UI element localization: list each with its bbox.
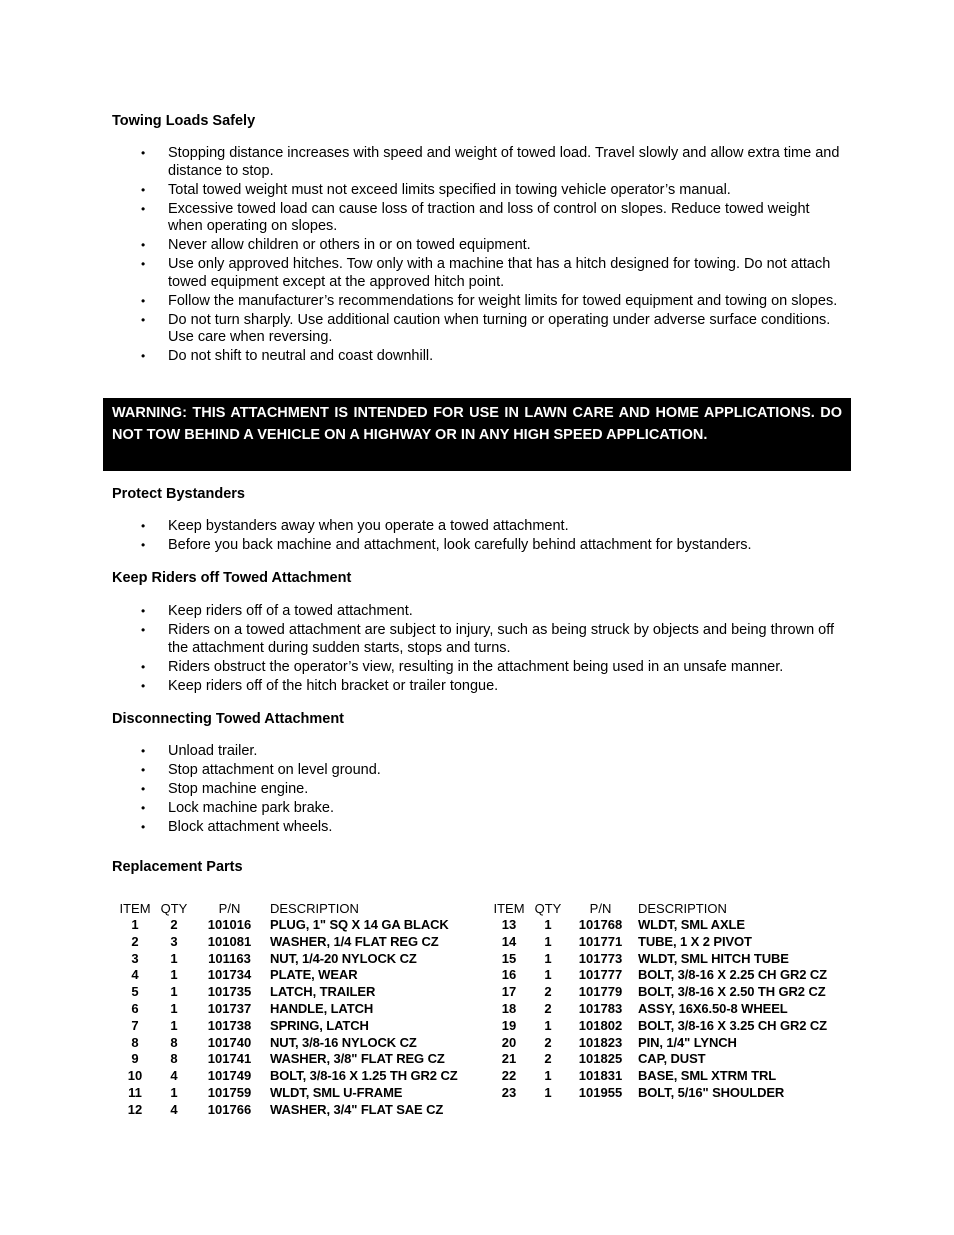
pn-cell: 101749 xyxy=(207,1068,252,1084)
description-cell: ASSY, 16X6.50-8 WHEEL xyxy=(638,1000,788,1016)
col-item: ITEM xyxy=(119,901,151,916)
table-row xyxy=(489,1035,849,1052)
qty-cell: 1 xyxy=(544,1084,552,1100)
item-cell: 19 xyxy=(501,1017,517,1033)
bullet-icon: • xyxy=(141,519,146,533)
qty-cell: 1 xyxy=(544,917,552,932)
list-item-text: Keep bystanders away when you operate a towed attachment. xyxy=(168,518,569,534)
list-item-text: Stop attachment on level ground. xyxy=(168,762,381,778)
qty-cell: 2 xyxy=(170,917,178,932)
list-item-text: Block attachment wheels. xyxy=(168,819,333,835)
pn-cell: 101016 xyxy=(207,917,252,932)
item-cell: 2 xyxy=(131,933,139,949)
parts-table-right xyxy=(489,900,849,1102)
list-item xyxy=(0,762,848,780)
disconnecting-list xyxy=(0,743,954,838)
qty-cell: 1 xyxy=(544,1017,552,1033)
pn-cell: 101783 xyxy=(578,1000,623,1016)
table-row xyxy=(115,1051,476,1068)
item-cell: 14 xyxy=(501,933,517,949)
item-cell: 15 xyxy=(501,950,517,966)
description-cell: WASHER, 3/4" FLAT SAE CZ xyxy=(270,1101,444,1117)
pn-cell: 101163 xyxy=(208,950,251,966)
description-cell: NUT, 3/8-16 NYLOCK CZ xyxy=(270,1034,417,1050)
item-cell: 10 xyxy=(127,1068,143,1084)
pn-cell: 101766 xyxy=(207,1101,252,1117)
list-item xyxy=(0,819,848,837)
qty-cell: 1 xyxy=(170,1084,178,1100)
list-item xyxy=(0,237,848,255)
qty-cell: 4 xyxy=(170,1068,178,1084)
item-cell: 1 xyxy=(131,917,139,932)
pn-cell: 101741 xyxy=(207,1051,252,1067)
list-item xyxy=(0,659,848,677)
list-item-text: Follow the manufacturer’s recommendations for weight limits for towed equipment and towing on slopes. xyxy=(168,292,838,309)
table-row xyxy=(115,967,476,984)
item-cell: 4 xyxy=(131,967,139,983)
item-cell: 16 xyxy=(501,967,517,983)
description-cell: LATCH, TRAILER xyxy=(270,984,376,1000)
table-row xyxy=(489,1001,849,1018)
list-item-text: Before you back machine and attachment, look carefully behind attachment for bystanders. xyxy=(168,537,752,553)
list-item-text: Do not turn sharply. Use additional caution when turning or operating under adverse surface conditions. Use care when reversing. xyxy=(168,311,831,345)
table-row xyxy=(115,1035,476,1052)
item-cell: 9 xyxy=(131,1051,139,1067)
item-cell: 22 xyxy=(501,1068,517,1084)
list-item-text: Stop machine engine. xyxy=(168,781,309,797)
qty-cell: 1 xyxy=(170,984,178,1000)
section-heading-parts: Replacement Parts xyxy=(112,859,243,875)
bullet-icon: • xyxy=(141,744,146,758)
description-cell: BOLT, 3/8-16 X 2.50 TH GR2 CZ xyxy=(638,984,826,1000)
pn-cell: 101735 xyxy=(207,984,252,1000)
qty-cell: 2 xyxy=(544,1051,552,1067)
bullet-icon: • xyxy=(141,201,146,216)
bullet-icon: • xyxy=(141,312,146,327)
qty-cell: 8 xyxy=(170,1034,178,1050)
table-row xyxy=(489,951,849,968)
bullet-icon: • xyxy=(141,293,146,308)
list-item xyxy=(0,537,848,555)
table-row xyxy=(115,1068,476,1085)
list-item-text: Excessive towed load can cause loss of traction and loss of control on slopes. Reduce towed weight when operating on slopes. xyxy=(168,200,810,234)
item-cell: 13 xyxy=(501,917,517,932)
table-row xyxy=(115,984,476,1001)
riders-list xyxy=(0,603,954,697)
qty-cell: 1 xyxy=(170,950,178,966)
item-cell: 18 xyxy=(501,1000,517,1016)
list-item xyxy=(0,603,848,621)
list-item-text: Unload trailer. xyxy=(168,743,258,759)
table-row xyxy=(115,1102,476,1119)
bullet-icon: • xyxy=(141,659,146,674)
list-item xyxy=(0,312,848,347)
description-cell: BOLT, 3/8-16 X 1.25 TH GR2 CZ xyxy=(270,1068,458,1084)
pn-cell: 101802 xyxy=(578,1017,623,1033)
bystanders-list xyxy=(0,518,954,556)
list-item xyxy=(0,800,848,818)
item-cell: 23 xyxy=(501,1084,517,1100)
list-item-text: Riders on a towed attachment are subject to injury, such as being struck by objects and being thrown off the attachment during sudden starts, stops and turns. xyxy=(168,622,835,656)
item-cell: 8 xyxy=(131,1034,139,1050)
pn-cell: 101759 xyxy=(207,1084,252,1100)
table-row xyxy=(489,934,849,951)
col-item: ITEM xyxy=(493,901,525,916)
table-row xyxy=(115,1001,476,1018)
table-row xyxy=(115,951,476,968)
table-row xyxy=(489,1018,849,1035)
item-cell: 12 xyxy=(127,1101,143,1117)
item-cell: 6 xyxy=(131,1000,139,1016)
qty-cell: 4 xyxy=(170,1101,178,1117)
qty-cell: 2 xyxy=(544,984,552,1000)
list-item xyxy=(0,622,848,657)
item-cell: 21 xyxy=(501,1051,517,1067)
item-cell: 11 xyxy=(128,1084,142,1100)
list-item-text: Use only approved hitches. Tow only with a machine that has a hitch designed for towing. Do not attach towed equipment except at the approved hitch point. xyxy=(168,256,831,290)
pn-cell: 101823 xyxy=(578,1034,623,1050)
description-cell: WASHER, 3/8" FLAT REG CZ xyxy=(270,1051,445,1067)
bullet-icon: • xyxy=(141,257,146,271)
bullet-icon: • xyxy=(141,182,146,197)
table-row xyxy=(489,1085,849,1102)
description-cell: WLDT, SML U-FRAME xyxy=(270,1084,403,1100)
qty-cell: 3 xyxy=(170,933,178,949)
pn-cell: 101773 xyxy=(578,950,623,966)
bullet-icon: • xyxy=(141,538,146,552)
pn-cell: 101777 xyxy=(578,967,623,983)
pn-cell: 101779 xyxy=(578,984,623,1000)
description-cell: BOLT, 5/16" SHOULDER xyxy=(638,1084,785,1100)
pn-cell: 101737 xyxy=(207,1000,252,1016)
qty-cell: 1 xyxy=(544,933,552,949)
col-pn: P/N xyxy=(218,901,241,916)
list-item xyxy=(0,145,848,180)
pn-cell: 101081 xyxy=(207,933,252,949)
table-row xyxy=(489,984,849,1001)
section-heading-disconnecting: Disconnecting Towed Attachment xyxy=(112,711,345,727)
description-cell: WLDT, SML HITCH TUBE xyxy=(638,950,789,966)
list-item xyxy=(0,201,848,236)
pn-cell: 101955 xyxy=(578,1084,623,1100)
list-item xyxy=(0,256,848,291)
list-item-text: Keep riders off of the hitch bracket or trailer tongue. xyxy=(168,677,499,694)
qty-cell: 2 xyxy=(544,1034,552,1050)
list-item-text: Total towed weight must not exceed limits specified in towing vehicle operator’s manual. xyxy=(168,181,731,198)
qty-cell: 1 xyxy=(544,967,552,983)
bullet-icon: • xyxy=(141,678,146,693)
description-cell: WASHER, 1/4 FLAT REG CZ xyxy=(270,933,439,949)
description-cell: BOLT, 3/8-16 X 2.25 CH GR2 CZ xyxy=(638,967,828,983)
bullet-icon: • xyxy=(141,801,146,815)
bullet-icon: • xyxy=(141,623,146,637)
col-description: DESCRIPTION xyxy=(270,901,359,916)
pn-cell: 101738 xyxy=(207,1017,252,1033)
list-item xyxy=(0,781,848,799)
pn-cell: 101734 xyxy=(207,967,252,983)
item-cell: 20 xyxy=(501,1034,517,1050)
list-item-text: Stopping distance increases with speed and weight of towed load. Travel slowly and allow extra time and distance to stop. xyxy=(168,145,840,179)
item-cell: 3 xyxy=(131,950,139,966)
pn-cell: 101740 xyxy=(207,1034,252,1050)
bullet-icon: • xyxy=(141,349,146,363)
table-row xyxy=(115,1018,476,1035)
list-item xyxy=(0,293,848,311)
list-item-text: Keep riders off of a towed attachment. xyxy=(168,603,413,619)
description-cell: WLDT, SML AXLE xyxy=(638,917,745,932)
table-row xyxy=(115,917,476,934)
table-row xyxy=(115,1085,476,1102)
table-row xyxy=(489,1068,849,1085)
section-heading-riders: Keep Riders off Towed Attachment xyxy=(112,570,352,586)
list-item xyxy=(0,348,848,366)
description-cell: PLUG, 1" SQ X 14 GA BLACK xyxy=(270,917,449,932)
description-cell: BOLT, 3/8-16 X 3.25 CH GR2 CZ xyxy=(638,1017,828,1033)
table-row xyxy=(489,917,849,934)
list-item xyxy=(0,743,848,761)
description-cell: TUBE, 1 X 2 PIVOT xyxy=(638,933,752,949)
description-cell: CAP, DUST xyxy=(638,1051,706,1067)
table-row xyxy=(115,934,476,951)
list-item xyxy=(0,678,848,696)
towing-list xyxy=(0,145,954,367)
pn-cell: 101771 xyxy=(578,933,623,949)
qty-cell: 2 xyxy=(544,1000,552,1016)
qty-cell: 1 xyxy=(170,1017,178,1033)
bullet-icon: • xyxy=(141,238,146,252)
col-qty: QTY xyxy=(534,901,562,916)
qty-cell: 1 xyxy=(170,1000,178,1016)
parts-table-left xyxy=(115,900,476,1119)
list-item xyxy=(0,518,848,536)
section-heading-towing: Towing Loads Safely xyxy=(112,113,256,129)
warning-banner: WARNING: THIS ATTACHMENT IS INTENDED FOR USE IN LAWN CARE AND HOME APPLICATIONS. DO NOT TOW BEHIND A VEHICLE ON A HIGHWAY OR IN ANY HIGH SPEED APPLICATION. xyxy=(103,398,851,471)
pn-cell: 101831 xyxy=(578,1068,623,1084)
bullet-icon: • xyxy=(141,782,146,796)
col-description: DESCRIPTION xyxy=(638,901,727,916)
item-cell: 17 xyxy=(501,984,517,1000)
description-cell: PIN, 1/4" LYNCH xyxy=(638,1034,737,1050)
table-row xyxy=(489,1051,849,1068)
list-item-text: Lock machine park brake. xyxy=(168,800,335,816)
description-cell: SPRING, LATCH xyxy=(270,1017,369,1033)
qty-cell: 8 xyxy=(170,1051,178,1067)
pn-cell: 101768 xyxy=(578,917,623,932)
bullet-icon: • xyxy=(141,820,146,834)
bullet-icon: • xyxy=(141,604,146,618)
list-item xyxy=(0,182,848,200)
list-item-text: Do not shift to neutral and coast downhill. xyxy=(168,348,434,364)
list-item-text: Never allow children or others in or on towed equipment. xyxy=(168,237,531,253)
pn-cell: 101825 xyxy=(578,1051,623,1067)
bullet-icon: • xyxy=(141,763,146,777)
description-cell: HANDLE, LATCH xyxy=(270,1000,374,1016)
list-item-text: Riders obstruct the operator’s view, resulting in the attachment being used in an unsafe manner. xyxy=(168,658,784,675)
description-cell: NUT, 1/4-20 NYLOCK CZ xyxy=(270,950,417,966)
col-qty: QTY xyxy=(160,901,188,916)
qty-cell: 1 xyxy=(544,1068,552,1084)
qty-cell: 1 xyxy=(170,967,178,983)
description-cell: PLATE, WEAR xyxy=(270,967,358,983)
qty-cell: 1 xyxy=(544,950,552,966)
bullet-icon: • xyxy=(141,146,146,160)
item-cell: 7 xyxy=(131,1017,139,1033)
col-pn: P/N xyxy=(589,901,612,916)
item-cell: 5 xyxy=(131,984,139,1000)
section-heading-bystanders: Protect Bystanders xyxy=(112,486,245,502)
table-row xyxy=(489,967,849,984)
description-cell: BASE, SML XTRM TRL xyxy=(638,1068,777,1084)
